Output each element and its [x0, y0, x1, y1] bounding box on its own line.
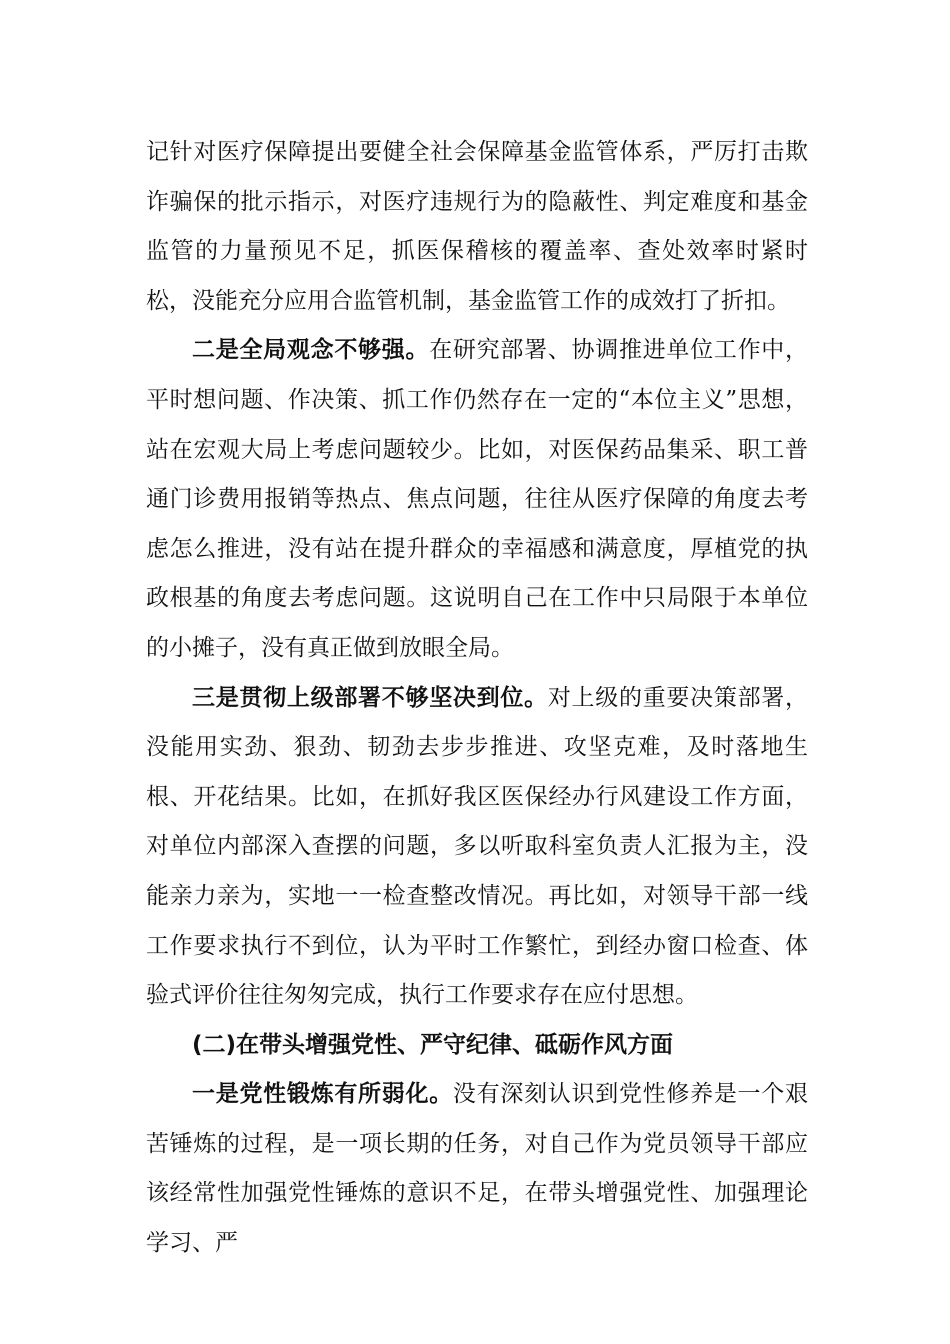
- paragraph-continuation: [146, 128, 808, 326]
- document-body: [146, 128, 808, 1269]
- paragraph-lead: 二是全局观念不够强。: [192, 337, 430, 364]
- paragraph-text: 记针对医疗保障提出要健全社会保障基金监管体系，严厉打击欺诈骗保的批示指示，对医疗违规行为的隐蔽性、判定难度和基金监管的力量预见不足，抓医保稽核的覆盖率、查处效率时紧时松，没能充分应用合监管机制，基金监管工作的成效打了折扣。: [146, 139, 808, 314]
- paragraph-lead: 一是党性锻炼有所弱化。: [192, 1081, 453, 1108]
- paragraph-text: 对上级的重要决策部署，没能用实劲、狠劲、韧劲去步步推进、攻坚克难，及时落地生根、开花结果。比如，在抓好我区医保经办行风建设工作方面，对单位内部深入查摆的问题，多以听取科室负责人汇报为主，没能亲力亲为，实地一一检查整改情况。再比如，对领导干部一线工作要求执行不到位，认为平时工作繁忙，到经办窗口检查、体验式评价往往匆匆完成，执行工作要求存在应付思想。: [146, 684, 809, 1009]
- paragraph-implementation: [146, 674, 808, 1021]
- section-heading: (二)在带头增强党性、严守纪律、砥砺作风方面: [192, 1031, 674, 1058]
- paragraph-lead: 三是贯彻上级部署不够坚决到位。: [192, 684, 548, 711]
- paragraph-party-spirit: [146, 1070, 808, 1268]
- paragraph-text: 没有深刻认识到党性修养是一个艰苦锤炼的过程，是一项长期的任务，对自己作为党员领导干部应该经常性加强党性锤炼的意识不足，在带头增强党性、加强理论学习、严: [146, 1081, 809, 1257]
- paragraph-overall-view: [146, 326, 808, 673]
- paragraph-text: 在研究部署、协调推进单位工作中，平时想问题、作决策、抓工作仍然存在一定的“本位主义”思想，站在宏观大局上考虑问题较少。比如，对医保药品集采、职工普通门诊费用报销等热点、焦点问题，往往从医疗保障的角度去考虑怎么推进，没有站在提升群众的幸福感和满意度，厚植党的执政根基的角度去考虑问题。这说明自己在工作中只局限于本单位的小摊子，没有真正做到放眼全局。: [146, 337, 809, 661]
